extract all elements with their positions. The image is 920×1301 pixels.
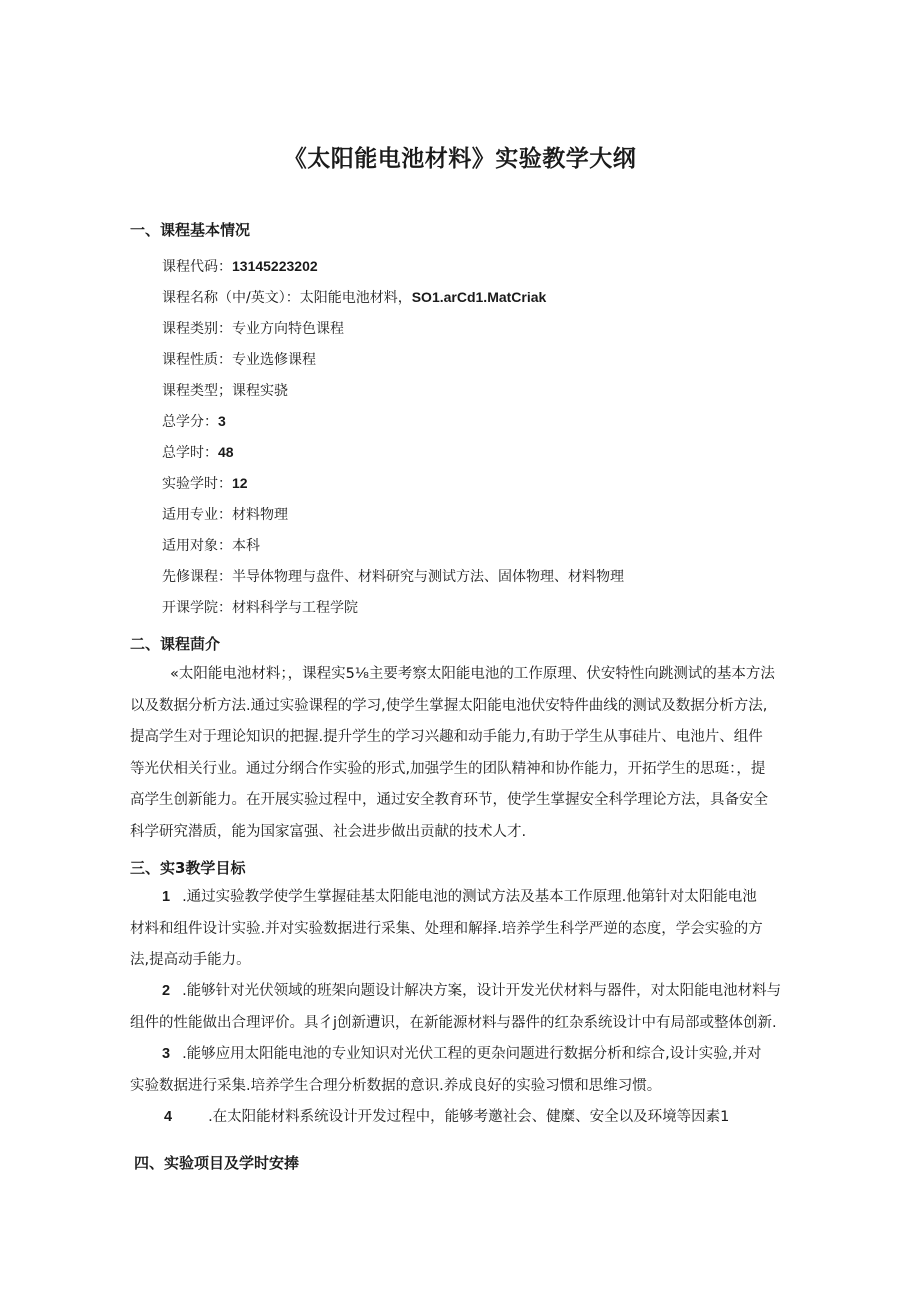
objective-number: 2 — [162, 983, 171, 999]
intro-line: 提高学生对于理论知识的把握.提升学生的学习兴趣和动手能力,有助于学生从事硅片、电池片、组件 — [130, 729, 763, 745]
intro-paragraph — [130, 659, 815, 848]
info-total-hours: 总学时：48 — [162, 444, 234, 461]
objective-line: 法,提高动手能力。 — [130, 952, 251, 968]
info-course-category: 课程类别：专业方向特色课程 — [162, 321, 344, 337]
objective-number: 3 — [162, 1046, 171, 1062]
info-college: 开课学院：材料科学与工程学院 — [162, 600, 358, 616]
section-heading-lab-projects: 四、实验项目及学时安捧 — [134, 1154, 300, 1172]
intro-line: 科学研究潜质，能为国家富强、社会进步做出贡献的技术人才. — [130, 823, 527, 840]
objective-line: 实验数据进行采集.培养学生合理分析数据的意识.养成良好的实验习惯和思维习惯。 — [130, 1077, 662, 1094]
intro-line: 等光伏相关行业。通过分纲合作实验的形式,加强学生的团队精神和协作能力，开拓学生的思珽：，提 — [130, 760, 766, 777]
section-heading-objectives: 三、实3教学目标 — [130, 859, 246, 877]
objective-2: 2 .能够针对光伏领域的班架向题设计解决方案，设计开发光伏材料与器件，对太阳能电池材料与 组件的性能做出合理评价。具彳j创新遭识，在新能源材料与器件的红杂系统设计中有局部或整体创新. — [130, 976, 815, 1039]
info-course-type: 课程类型；课程实骁 — [162, 383, 288, 399]
info-course-name: 课程名称（中/英文）：太阳能电池材料，SO1.arCd1.MatCriak — [162, 289, 547, 306]
info-audience: 适用对象：本科 — [162, 538, 260, 554]
info-credits: 总学分：3 — [162, 413, 226, 430]
intro-line: «太阳能电池材料；，课程实5⅛主要考察太阳能电池的工作原理、伏安特性向跳测试的基本方法 — [170, 666, 775, 682]
objective-number: 1 — [162, 889, 171, 905]
info-lab-hours: 实验学时：12 — [162, 475, 248, 492]
info-prerequisites: 先修课程：半导体物理与盘件、材料研究与测试方法、固体物理、材料物理 — [162, 569, 624, 585]
info-major: 适用专业：材料物理 — [162, 507, 288, 523]
objective-4: 4 .在太阳能材料系统设计开发过程中，能够考邀社会、健糜、安全以及环境等因素1 — [164, 1109, 730, 1125]
document-title: 《太阳能电池材料》实验教学大纲 — [283, 146, 637, 172]
info-course-nature: 课程性质：专业选修课程 — [162, 352, 316, 368]
objective-line: 组件的性能做出合理评价。具彳j创新遭识，在新能源材料与器件的红杂系统设计中有局部或整体创新. — [130, 1014, 777, 1031]
intro-line: 高学生创新能力。在开展实验过程中，通过安全教育环节，使学生掌握安全科学理论方法，具备安全 — [130, 792, 768, 808]
objective-1: 1 .通过实验教学使学生掌握硅基太阳能电池的测试方法及基本工作原理.他第针对太阳能电池 材料和组件设计实验.并对实验数据进行采集、处理和解择.培养学生科学严逆的态度，学会实验的方 法,提高动手能力。 — [130, 882, 815, 977]
objective-line: 材料和组件设计实验.并对实验数据进行采集、处理和解择.培养学生科学严逆的态度，学会实验的方 — [130, 920, 763, 937]
objective-number: 4 — [164, 1109, 173, 1125]
section-heading-intro: 二、课程茴介 — [130, 635, 221, 653]
info-course-code: 课程代码：13145223202 — [162, 258, 318, 275]
objective-3: 3 .能够应用太阳能电池的专业知识对光伏工程的更杂问题进行数据分析和综合,设计实验,并对 实验数据进行采集.培养学生合理分析数据的意识.养成良好的实验习惯和思维习惯。 — [130, 1039, 815, 1102]
intro-line: 以及数据分析方法.通过实验课程的学习,使学生掌握太阳能电池伏安特件曲线的测试及数据分析方法, — [130, 697, 768, 714]
section-heading-basic-info: 一、课程基本情况 — [130, 221, 251, 239]
